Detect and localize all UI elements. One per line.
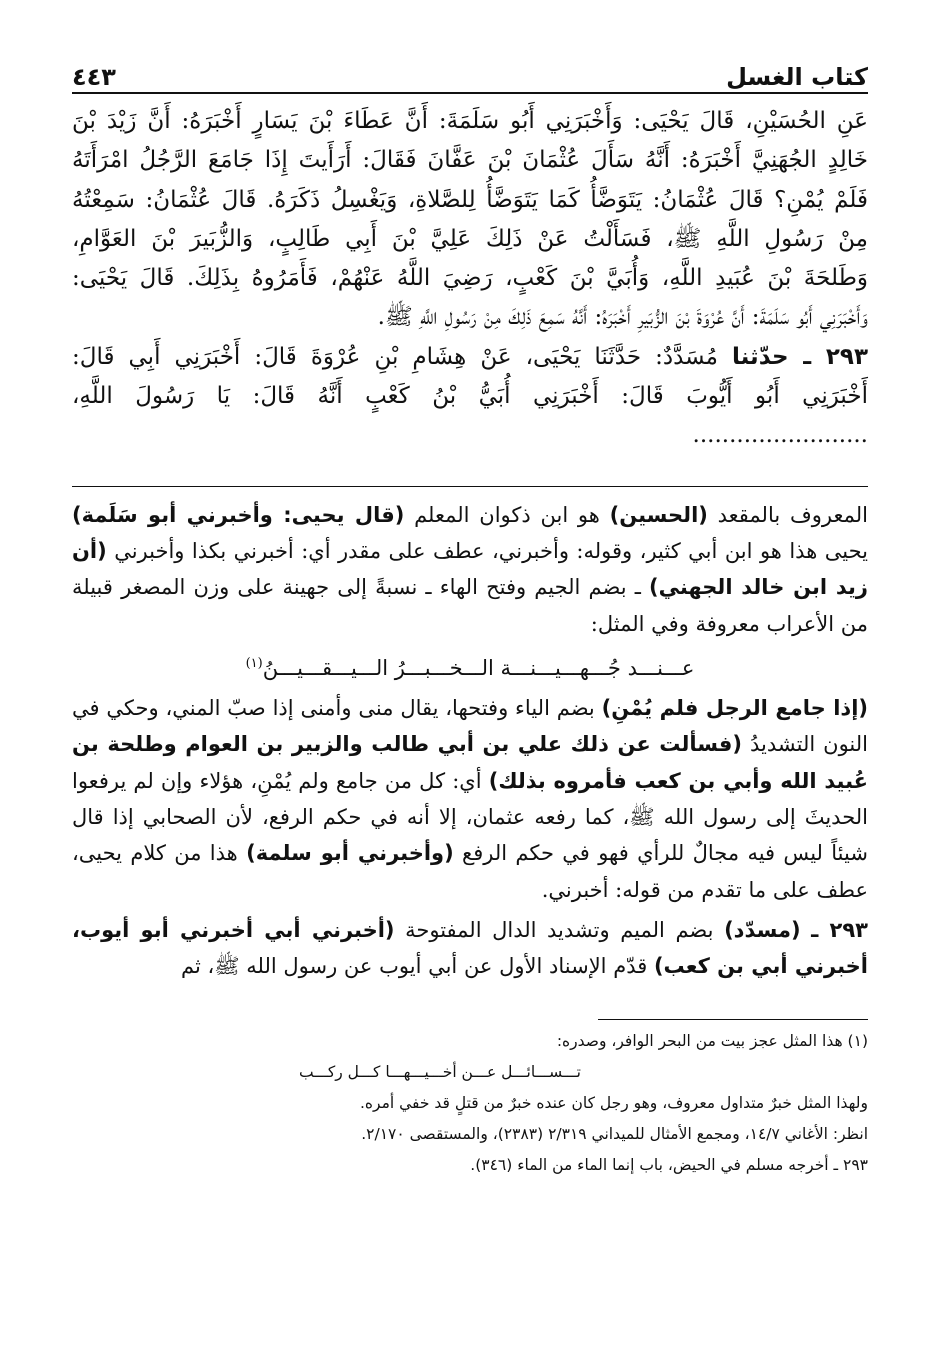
footnote: ولهذا المثل خبرٌ متداول معروف، وهو رجل كان عنده خبرٌ من قتلٍ قد خفي أمره. [359, 1093, 868, 1112]
footnote: انظر: الأغاني ١٤/٧، ومجمع الأمثال للميداني ٢/٣١٩ (٢٣٨٣)، والمستقصى ٢/١٧٠. [361, 1124, 868, 1143]
book-page [72, 40, 868, 1181]
proverb-verse [72, 646, 868, 686]
chapter-title: كتاب الغسل [726, 63, 868, 91]
hadith-293-line: أَخْبَرَنِي أَبُو أَيُّوبَ قَالَ: أَخْبَرَنِي أُبَيُّ بْنُ كَعْبٍ أَنَّهُ قَالَ: يَا رَسُولَ اللَّهِ، ........................ [72, 383, 868, 449]
commentary-paragraph [72, 690, 868, 908]
commentary-text: بضم الياء وفتحها، يقال منى وأمنى إذا صبّ المني، وحكي في النون التشديدُ [72, 696, 868, 757]
commentary-quote: (إذا جامع الرجل فلم يُمْنِ) [601, 696, 868, 721]
commentary-quote: (الحسين) [609, 502, 708, 527]
commentary-text: بضم الميم وتشديد الدال المفتوحة [405, 917, 714, 942]
hadith-line: مِنْ رَسُولِ اللَّهِ ﷺ، فَسَأَلْتُ عَنْ ذَلِكَ عَلِيَّ بْنَ أَبِي طَالِبٍ، وَالزُّبَيرَ بْنَ العَوَّامِ، [72, 225, 868, 252]
commentary-text: هذا من كلام يحيى، عطف على ما تقدم من قوله: أخبرني. [72, 841, 868, 902]
footnote-verse: تـــســـائـــل عـــن أخـــيـــهـــا كـــل ركـــب [299, 1062, 581, 1081]
commentary-quote: (قال يحيى: وأخبرني أبو سَلَمة) [72, 502, 405, 527]
hadith-293-text: مُسَدَّدٌ: حَدَّثَنَا يَحْيَى، عَنْ هِشَامِ بْنِ عُرْوَةَ قَالَ: أَخْبَرَنِي أَبِي قَالَ: [72, 343, 718, 370]
commentary-text: المعروف بالمقعد [717, 502, 868, 527]
commentary-paragraph [72, 497, 868, 642]
verse-text: عـــنـــد جُـــهـــيـــنـــة الـــخـــبـــرُ الـــيـــقـــيـــنُ [262, 655, 695, 680]
commentary-text: قدّم الإسناد الأول عن أبي أيوب عن رسول الله ﷺ، ثم [180, 954, 648, 979]
commentary-text: هو ابن ذكوان المعلم [414, 502, 600, 527]
commentary-paragraph [72, 912, 868, 985]
hadith-line: وَأَخْبَرَنِي أَبُو سَلَمَةَ: أَنَّ عُرْوَةَ بْنَ الزُّبَيرِ أَخْبَرَهُ: أَنَّهُ سَمِعَ ذَلِكَ مِنْ رَسُولِ اللَّهِ ﷺ. [377, 304, 868, 331]
footnotes [72, 1026, 868, 1181]
hadith-line: عَنِ الحُسَيْنِ، قَالَ يَحْيَى: وَأَخْبَرَنِي أَبُو سَلَمَةَ: أَنَّ عَطَاءَ بْنَ يَسَارٍ أَخْبَرَهُ: أَنَّ زَيْدَ بْنَ [72, 108, 868, 134]
footnote: (١) هذا المثل عجز بيت من البحر الوافر، وصدره: [556, 1031, 868, 1050]
commentary-text: أي: كل من جامع ولم يُمْنِ، هؤلاء وإن لم يرفعوا الحديثَ إلى رسول الله ﷺ، كما رفعه عثمان، إلا أنه في حكم الرفع، لأن الصحابي إذا قال شيئاً ليس فيه مجالٌ للرأي فهو في حكم الرفع [72, 768, 868, 866]
commentary-quote: (أخبرني أبي أخبرني أبو أيوب، أخبرني أبي بن كعب) [72, 917, 868, 979]
hadith-line: خَالِدٍ الجُهَنِيَّ أَخْبَرَهُ: أَنَّهُ سَأَلَ عُثْمَانَ بْنَ عَفَّانَ فَقَالَ: أَرَأَيتَ إِذَا جَامَعَ الرَّجُلُ امْرَأَتَهُ [72, 147, 868, 174]
hadith-text [72, 102, 868, 456]
commentary-quote: (مسدّد) [724, 917, 801, 942]
page-header [72, 40, 868, 94]
hadith-line: فَلَمْ يُمْنِ؟ قَالَ عُثْمَانُ: يَتَوَضَّأُ كَمَا يَتَوَضَّأُ لِلصَّلاةِ، وَيَغْسِلُ ذَكَرَهُ. قَالَ عُثْمَانُ: سَمِعْتُهُ [72, 186, 868, 213]
commentary-quote: (وأخبرني أبو سلمة) [246, 841, 454, 866]
footnote: ٢٩٣ ـ أخرجه مسلم في الحيض، باب إنما الماء من الماء (٣٤٦). [470, 1155, 868, 1174]
commentary-quote: (فسألت عن ذلك علي بن أبي طالب والزبير بن العوام وطلحة بن عُبيد الله وأبي بن كعب فأمروه بذلك) [72, 732, 868, 793]
footnote-ref: (١) [245, 655, 263, 671]
text-commentary-divider [72, 486, 868, 487]
commentary-quote: (أن زيد ابن خالد الجهني) [72, 538, 868, 600]
footnote-rule [598, 1019, 868, 1020]
commentary [72, 497, 868, 985]
page-number: ٤٤٣ [72, 63, 116, 91]
hadith-number: ٢٩٣ ـ [811, 917, 868, 942]
commentary-text: ـ بضم الجيم وفتح الهاء ـ نسبةً إلى جهينة على وزن المصغر قبيلة من الأعراب معروفة وفي المثل: [72, 575, 868, 636]
hadith-number: ٢٩٣ ـ حدّثنا [732, 343, 869, 370]
hadith-293-line [72, 338, 868, 377]
commentary-text: يحيى هذا هو ابن أبي كثير، وقوله: وأخبرني، عطف على مقدر أي: أخبرني بكذا وأخبرني [114, 538, 868, 563]
hadith-line: وَطَلحَةَ بْنَ عُبَيدِ اللَّهِ، وَأُبَيَّ بْنَ كَعْبٍ، رَضِيَ اللَّهُ عَنْهُمْ، فَأَمَرُوهُ بِذَلِكَ. قَالَ يَحْيَى: [72, 265, 868, 292]
